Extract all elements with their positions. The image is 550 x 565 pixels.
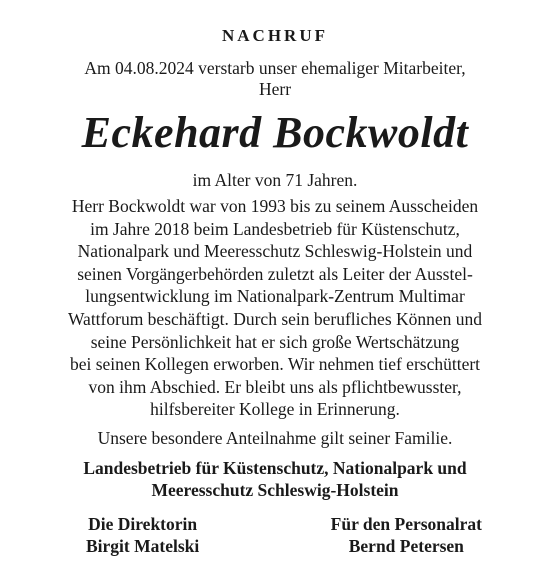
tribute-line: seine Persönlichkeit hat er sich große Wertschätzung [90,331,460,352]
signatory-role: Für den Personalrat [330,513,482,534]
organization-name [0,457,550,501]
tribute-line: von ihm Abschied. Er bleibt uns als pflichtbewusster, [88,376,462,397]
notice-heading: NACHRUF [222,26,328,45]
tribute-line: Wattforum beschäftigt. Durch sein berufliches Können und [67,308,483,329]
tribute-line: hilfsbereiter Kollege in Erinnerung. [150,399,400,420]
tribute-text [0,195,550,421]
signature-block [0,513,550,557]
signatory-role: Die Direktorin [88,513,198,534]
tribute-line: lungsentwicklung im Nationalpark-Zentrum Multimar [85,286,465,307]
deceased-name: Eckehard Bockwoldt [81,108,469,157]
tribute-line: bei seinen Kollegen erworben. Wir nehmen tief erschüttert [69,354,481,375]
signatory-name: Bernd Petersen [348,535,464,556]
age-line: im Alter von 71 Jahren. [192,170,358,190]
signatory-director [86,513,199,557]
tribute-line: Herr Bockwoldt war von 1993 bis zu seinem Ausscheiden [71,196,479,216]
organization-line: Meeresschutz Schleswig-Holstein [151,479,399,500]
intro-line: Am 04.08.2024 verstarb unser ehemaliger Mitarbeiter, [84,58,466,78]
condolence-line: Unsere besondere Anteilnahme gilt seiner Familie. [97,427,453,448]
tribute-line: seinen Vorgängerbehörden zuletzt als Leiter der Ausstel- [77,263,473,284]
signatory-name: Birgit Matelski [86,535,200,556]
signatory-staff-council [331,513,482,557]
intro-line: Herr [258,79,292,99]
tribute-line: im Jahre 2018 beim Landesbetrieb für Küstenschutz, [90,218,460,239]
organization-line: Landesbetrieb für Küstenschutz, Nationalpark und [83,457,467,478]
intro-text [0,58,550,100]
tribute-line: Nationalpark und Meeresschutz Schleswig-Holstein und [77,241,473,262]
